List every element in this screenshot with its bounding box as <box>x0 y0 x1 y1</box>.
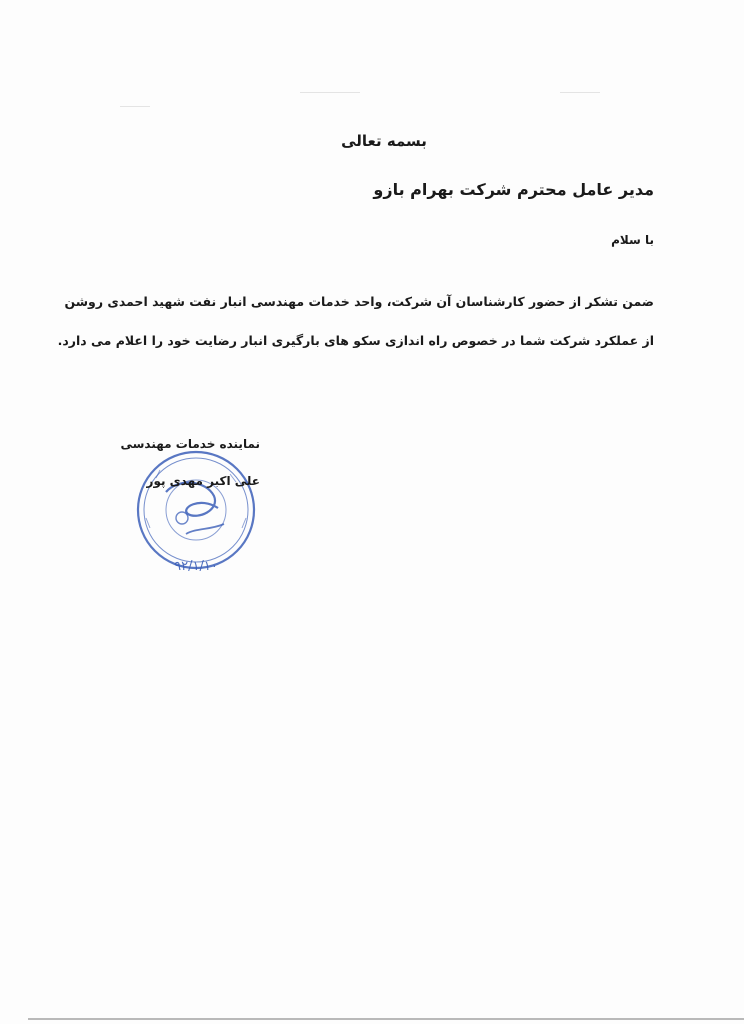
letter-body-line-1: ضمن تشکر از حضور کارشناسان آن شرکت، واحد خدمات مهندسی انبار نفت شهید احمدی روشن <box>64 294 654 309</box>
letter-body <box>57 282 654 360</box>
scan-speck <box>300 92 360 93</box>
letter-greeting: با سلام <box>611 233 654 247</box>
scan-bottom-edge <box>28 1018 744 1020</box>
signatory-name: علی اکبر مهدی پور <box>146 474 260 488</box>
scan-speck <box>120 106 150 107</box>
stamp-date: ۹۲/۱/۱۰ <box>174 559 218 574</box>
signature-stroke <box>186 524 224 534</box>
letter-heading-wrap <box>0 132 744 150</box>
scan-speck <box>560 92 600 93</box>
letter-heading: بسمه تعالی <box>341 132 427 150</box>
signatory-title: نماینده خدمات مهندسی <box>120 437 260 451</box>
letter-body-line-2: از عملکرد شرکت شما در خصوص راه اندازی سکو های بارگیری انبار رضایت خود را اعلام می دارد. <box>57 333 654 348</box>
signatory-block <box>110 426 260 500</box>
letter-addressee: مدیر عامل محترم شرکت بهرام بازو <box>373 180 654 199</box>
